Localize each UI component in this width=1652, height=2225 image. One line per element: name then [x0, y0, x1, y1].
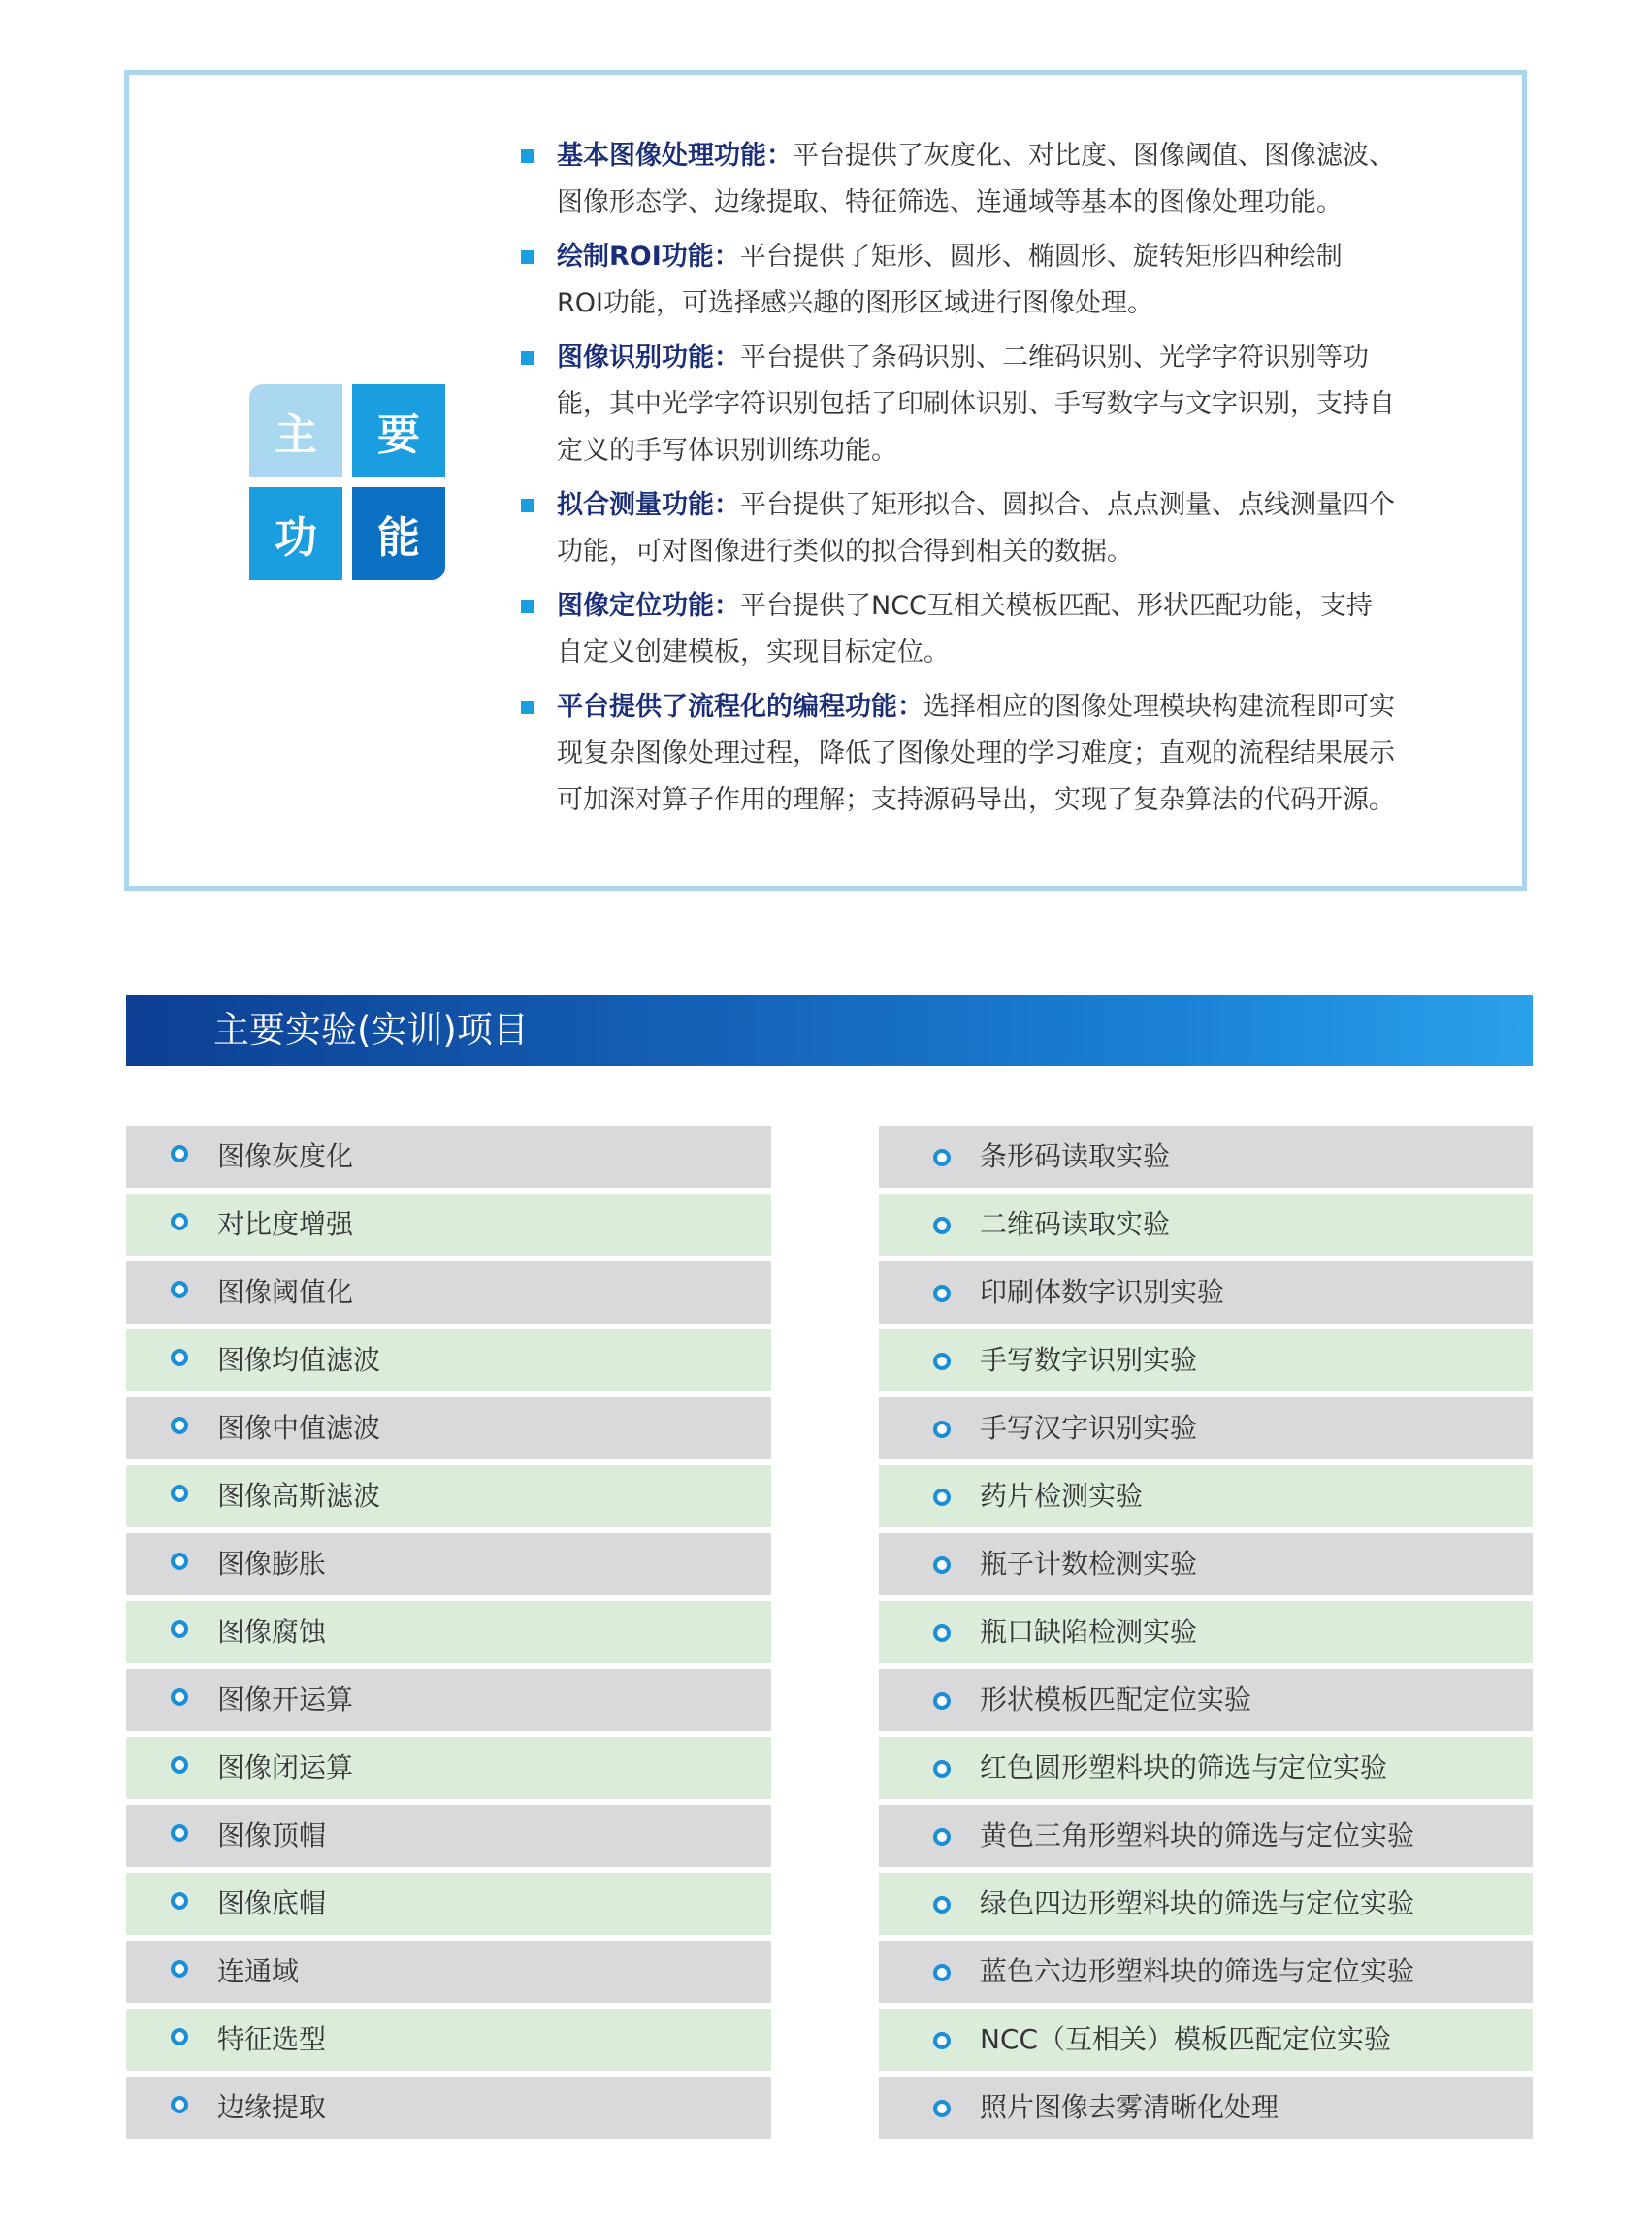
circle-bullet-icon [933, 1896, 951, 1914]
experiment-item [879, 1601, 1533, 1663]
experiment-label: 图像闭运算 [217, 1751, 354, 1783]
feature-line: 平台提供了灰度化、对比度、图像阈值、图像滤波、 [793, 141, 1395, 171]
experiment-item [126, 2009, 771, 2071]
feature-title: 图像定位功能： [557, 591, 740, 621]
experiment-label: 条形码读取实验 [980, 1140, 1171, 1172]
circle-bullet-icon [171, 1620, 188, 1638]
experiment-label: 照片图像去雾清晰化处理 [980, 2091, 1279, 2123]
main-features-tiles [249, 384, 449, 584]
experiment-item [879, 2009, 1533, 2071]
feature-line: 选择相应的图像处理模块构建流程即可实 [923, 692, 1395, 722]
experiment-label: 图像顶帽 [217, 1819, 327, 1851]
feature-title: 拟合测量功能： [557, 490, 740, 520]
feature-title: 平台提供了流程化的编程功能： [557, 692, 923, 722]
feature-text [557, 684, 1487, 824]
circle-bullet-icon [933, 1149, 951, 1166]
experiment-item [879, 1194, 1533, 1256]
circle-bullet-icon [171, 2028, 188, 2045]
experiment-item [126, 1465, 771, 1527]
feature-item [517, 335, 1487, 474]
experiment-label: 瓶子计数检测实验 [980, 1548, 1198, 1580]
experiment-item [879, 1873, 1533, 1935]
feature-text [557, 234, 1487, 327]
circle-bullet-icon [933, 2100, 951, 2117]
experiment-label: 药片检测实验 [980, 1480, 1144, 1512]
experiment-label: 边缘提取 [217, 2091, 327, 2123]
circle-bullet-icon [171, 1417, 188, 1434]
circle-bullet-icon [933, 1828, 951, 1846]
experiment-list-right [879, 1126, 1533, 2144]
experiment-list-left [126, 1126, 771, 2144]
experiment-label: 图像膨胀 [217, 1548, 327, 1580]
tile-neng: 能 [352, 487, 445, 580]
experiment-label: 图像中值滤波 [217, 1412, 381, 1444]
feature-line: ROI功能，可选择感兴趣的图形区域进行图像处理。 [557, 288, 1153, 318]
feature-line: 现复杂图像处理过程，降低了图像处理的学习难度；直观的流程结果展示 [557, 738, 1395, 769]
feature-line: 图像形态学、边缘提取、特征筛选、连通域等基本的图像处理功能。 [557, 187, 1343, 217]
circle-bullet-icon [171, 1756, 188, 1774]
experiment-item [126, 1194, 771, 1256]
circle-bullet-icon [171, 1145, 188, 1162]
experiment-label: 图像高斯滤波 [217, 1480, 381, 1512]
feature-line: 功能，可对图像进行类似的拟合得到相关的数据。 [557, 537, 1133, 567]
experiment-label: 连通域 [217, 1955, 300, 1987]
experiment-label: 图像灰度化 [217, 1140, 354, 1172]
circle-bullet-icon [933, 1760, 951, 1778]
feature-line: 定义的手写体识别训练功能。 [557, 436, 897, 466]
feature-item [517, 583, 1487, 676]
experiment-item [126, 1873, 771, 1935]
circle-bullet-icon [933, 1421, 951, 1438]
tile-zhu: 主 [249, 384, 342, 477]
experiment-item [126, 1261, 771, 1324]
feature-text [557, 335, 1487, 474]
circle-bullet-icon [933, 1556, 951, 1574]
experiment-item [126, 2077, 771, 2139]
feature-title: 图像识别功能： [557, 343, 740, 373]
feature-item [517, 684, 1487, 824]
experiment-item [126, 1126, 771, 1188]
experiment-item [126, 1669, 771, 1731]
experiment-label: 绿色四边形塑料块的筛选与定位实验 [980, 1887, 1415, 1919]
experiment-label: 手写数字识别实验 [980, 1344, 1198, 1376]
square-bullet-icon [521, 499, 534, 512]
experiment-item [126, 1601, 771, 1663]
experiment-item [879, 2077, 1533, 2139]
experiment-item [126, 1533, 771, 1595]
experiment-item [879, 1397, 1533, 1459]
experiment-item [879, 1805, 1533, 1867]
feature-title: 基本图像处理功能： [557, 141, 793, 171]
feature-line: 可加深对算子作用的理解；支持源码导出，实现了复杂算法的代码开源。 [557, 785, 1395, 815]
feature-title: 绘制ROI功能： [557, 242, 740, 272]
experiment-item [126, 1737, 771, 1799]
experiment-label: NCC（互相关）模板匹配定位实验 [980, 2023, 1392, 2055]
circle-bullet-icon [171, 1960, 188, 1978]
experiment-item [126, 1329, 771, 1391]
feature-line: 平台提供了条码识别、二维码识别、光学字符识别等功 [740, 343, 1369, 373]
circle-bullet-icon [933, 1964, 951, 1981]
feature-line: 平台提供了矩形、圆形、椭圆形、旋转矩形四种绘制 [739, 242, 1343, 272]
tile-yao: 要 [352, 384, 445, 477]
circle-bullet-icon [171, 1349, 188, 1366]
experiment-label: 印刷体数字识别实验 [980, 1276, 1225, 1308]
circle-bullet-icon [933, 1692, 951, 1710]
experiment-item [879, 1126, 1533, 1188]
feature-item [517, 482, 1487, 575]
experiment-item [879, 1533, 1533, 1595]
experiment-item [126, 1941, 771, 2003]
feature-item [517, 133, 1487, 226]
experiment-item [879, 1261, 1533, 1324]
circle-bullet-icon [171, 1213, 188, 1230]
experiment-item [126, 1805, 771, 1867]
circle-bullet-icon [933, 1217, 951, 1234]
circle-bullet-icon [933, 1489, 951, 1506]
experiment-label: 图像阈值化 [217, 1276, 354, 1308]
feature-list [517, 133, 1487, 832]
circle-bullet-icon [171, 2096, 188, 2113]
square-bullet-icon [521, 701, 534, 714]
square-bullet-icon [521, 600, 534, 613]
square-bullet-icon [521, 149, 534, 163]
experiment-label: 蓝色六边形塑料块的筛选与定位实验 [980, 1955, 1415, 1987]
experiment-label: 图像底帽 [217, 1887, 327, 1919]
experiment-label: 图像均值滤波 [217, 1344, 381, 1376]
experiment-label: 形状模板匹配定位实验 [980, 1684, 1252, 1716]
circle-bullet-icon [171, 1281, 188, 1298]
circle-bullet-icon [171, 1892, 188, 1910]
feature-text [557, 583, 1487, 676]
feature-line: 自定义创建模板，实现目标定位。 [557, 638, 950, 668]
feature-text [557, 133, 1487, 226]
experiment-label: 图像腐蚀 [217, 1616, 327, 1648]
experiment-item [879, 1669, 1533, 1731]
feature-line: 平台提供了NCC互相关模板匹配、形状匹配功能，支持 [740, 591, 1373, 621]
circle-bullet-icon [171, 1688, 188, 1706]
experiment-item [879, 1329, 1533, 1391]
experiment-item [879, 1737, 1533, 1799]
experiment-item [126, 1397, 771, 1459]
feature-line: 能，其中光学字符识别包括了印刷体识别、手写数字与文字识别，支持自 [557, 389, 1395, 419]
experiment-label: 对比度增强 [217, 1208, 354, 1240]
experiment-label: 手写汉字识别实验 [980, 1412, 1198, 1444]
experiment-item [879, 1941, 1533, 2003]
feature-item [517, 234, 1487, 327]
square-bullet-icon [521, 250, 534, 264]
section-header [126, 995, 1533, 1066]
experiment-label: 红色圆形塑料块的筛选与定位实验 [980, 1751, 1388, 1783]
circle-bullet-icon [171, 1553, 188, 1570]
experiment-label: 二维码读取实验 [980, 1208, 1171, 1240]
circle-bullet-icon [933, 2032, 951, 2049]
circle-bullet-icon [933, 1624, 951, 1642]
feature-text [557, 482, 1487, 575]
circle-bullet-icon [933, 1353, 951, 1370]
square-bullet-icon [521, 351, 534, 365]
experiment-label: 瓶口缺陷检测实验 [980, 1616, 1198, 1648]
section-title: 主要实验(实训)项目 [213, 1009, 529, 1051]
experiment-label: 图像开运算 [217, 1684, 354, 1716]
tile-gong: 功 [249, 487, 342, 580]
main-features-panel [124, 70, 1527, 891]
experiment-item [879, 1465, 1533, 1527]
circle-bullet-icon [171, 1485, 188, 1502]
experiment-label: 特征选型 [217, 2023, 327, 2055]
experiment-label: 黄色三角形塑料块的筛选与定位实验 [980, 1819, 1415, 1851]
circle-bullet-icon [171, 1824, 188, 1842]
circle-bullet-icon [933, 1285, 951, 1302]
feature-line: 平台提供了矩形拟合、圆拟合、点点测量、点线测量四个 [740, 490, 1395, 520]
